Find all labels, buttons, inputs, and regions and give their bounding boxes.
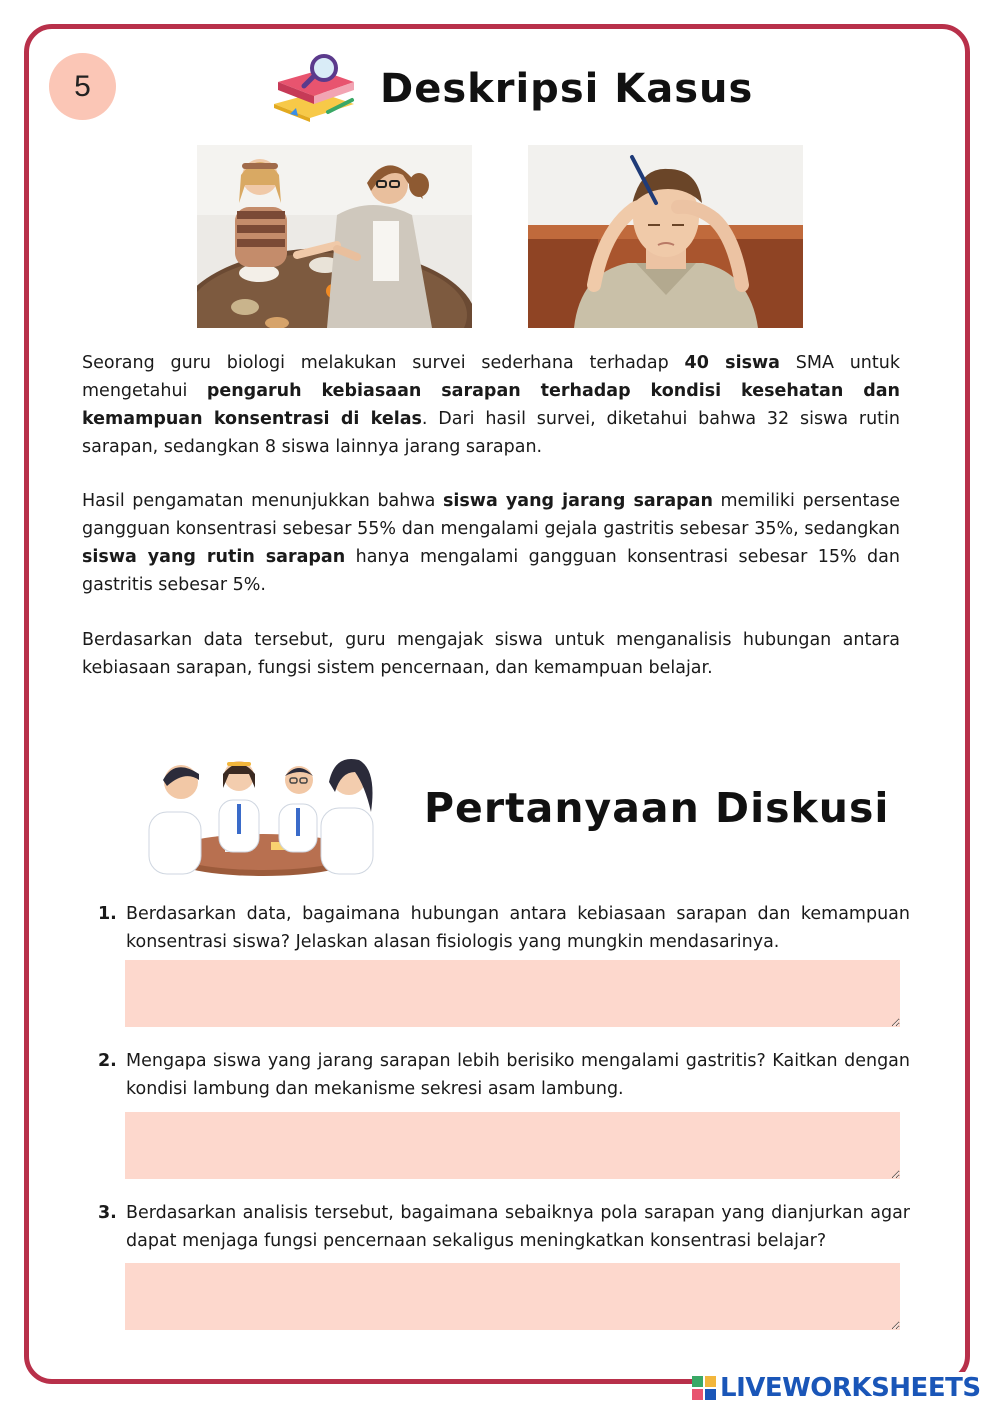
question-text: Berdasarkan analisis tersebut, bagaimana sebaiknya pola sarapan yang dianjurkan agar dapat menjaga fungsi pencernaan sekaligus meningkatkan konsentrasi belajar? <box>126 1203 910 1251</box>
case-paragraph-3: Berdasarkan data tersebut, guru mengajak siswa untuk menganalisis hubungan antara kebiasaan sarapan, fungsi sistem pencernaan, dan kemampuan belajar. <box>82 630 900 678</box>
brand-text: LIVEWORKSHEETS <box>720 1373 981 1403</box>
liveworksheets-brand <box>692 1372 989 1404</box>
tired-student-photo <box>528 145 803 328</box>
page-number: 5 <box>74 69 91 103</box>
breakfast-photo <box>197 145 472 328</box>
question-number: 3. <box>98 1203 117 1223</box>
page-frame <box>24 24 970 1384</box>
page-number-badge <box>49 53 116 120</box>
students-discussion-illustration <box>145 752 380 880</box>
question-text: Mengapa siswa yang jarang sarapan lebih berisiko mengalami gastritis? Kaitkan dengan kondisi lambung dan mekanisme sekresi asam lambung. <box>126 1051 910 1099</box>
answer-field-1[interactable] <box>125 960 900 1027</box>
answer-field-2[interactable] <box>125 1112 900 1179</box>
discussion-title: Pertanyaan Diskusi <box>424 784 890 832</box>
question-number: 1. <box>98 904 117 924</box>
case-paragraph-2: Hasil pengamatan menunjukkan bahwa siswa yang jarang sarapan memiliki persentase gangguan konsentrasi sebesar 55% dan mengalami gejala gastritis sebesar 35%, sedangkan siswa yang rutin sarapan hanya mengalami gangguan konsentrasi sebesar 15% dan gastritis sebesar 5%. <box>82 491 900 595</box>
liveworksheets-logo-icon <box>692 1376 716 1400</box>
answer-field-3[interactable] <box>125 1263 900 1330</box>
question-text: Berdasarkan data, bagaimana hubungan antara kebiasaan sarapan dan kemampuan konsentrasi siswa? Jelaskan alasan fisiologis yang mungkin mendasarinya. <box>126 904 910 952</box>
book-magnifier-icon <box>268 52 360 124</box>
case-paragraph-1: Seorang guru biologi melakukan survei sederhana terhadap 40 siswa SMA untuk mengetahui pengaruh kebiasaan sarapan terhadap kondisi kesehatan dan kemampuan konsentrasi di kelas. Dari hasil survei, diketahui bahwa 32 siswa rutin sarapan, sedangkan 8 siswa lainnya jarang sarapan. <box>82 353 900 457</box>
case-title: Deskripsi Kasus <box>380 66 754 112</box>
question-number: 2. <box>98 1051 117 1071</box>
